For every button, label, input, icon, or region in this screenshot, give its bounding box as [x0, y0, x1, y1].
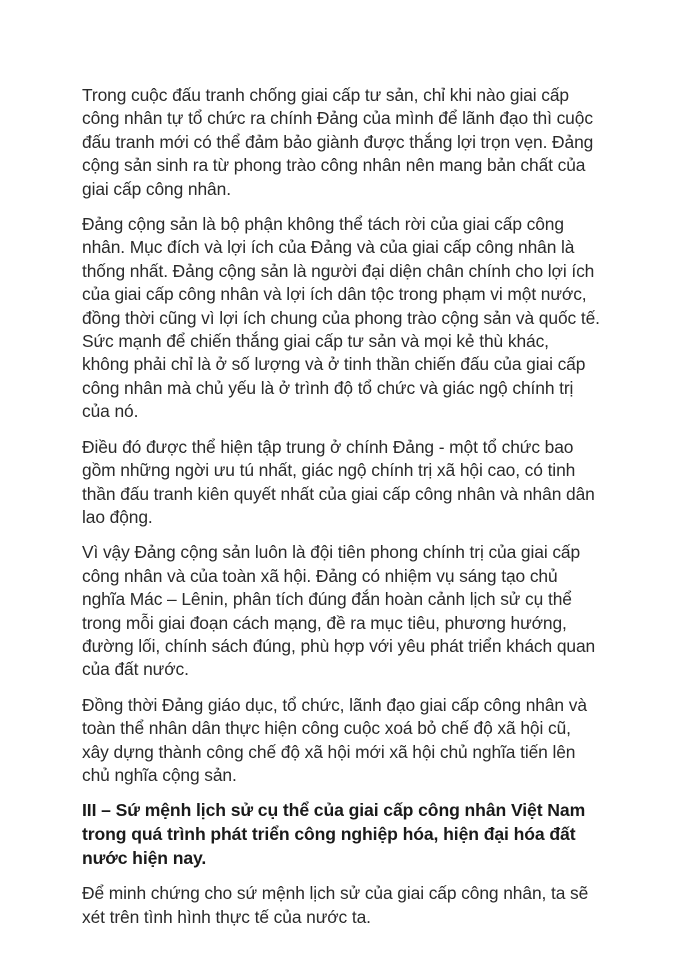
closing-paragraph: Để minh chứng cho sứ mệnh lịch sử của giai cấp công nhân, ta sẽ xét trên tình hình thực tế của nước ta. [82, 883, 589, 927]
paragraph-5: Đồng thời Đảng giáo dục, tổ chức, lãnh đạo giai cấp công nhân và toàn thể nhân dân thực hiện công cuộc xoá bỏ chế độ xã hội cũ, xây dựng thành công chế độ xã hội mới xã hội chủ nghĩa tiến lên chủ nghĩa cộng sản. [82, 694, 587, 785]
paragraph-1: Trong cuộc đấu tranh chống giai cấp tư sản, chỉ khi nào giai cấp công nhân tự tổ chức ra chính Đảng của mình để lãnh đạo thì cuộc đấu tranh mới có thể đảm bảo giành được thắng lợi trọn vẹn. Đảng cộng sản sinh ra từ phong trào công nhân nên mang bản chất của giai cấp công nhân. [82, 85, 594, 199]
paragraph-4: Vì vậy Đảng cộng sản luôn là đội tiên phong chính trị của giai cấp công nhân và của toàn xã hội. Đảng có nhiệm vụ sáng tạo chủ nghĩa Mác – Lênin, phân tích đúng đắn hoàn cảnh lịch sử cụ thể trong mỗi giai đoạn cách mạng, đề ra mục tiêu, phương hướng, đường lối, chính sách đúng, phù hợp với yêu phát triển khách quan của đất nước. [82, 542, 596, 680]
paragraph-3: Điều đó được thể hiện tập trung ở chính Đảng - một tổ chức bao gồm những ngời ưu tú nhất, giác ngộ chính trị xã hội cao, có tinh thần đấu tranh kiên quyết nhất của giai cấp công nhân và nhân dân lao động. [82, 436, 595, 527]
paragraph-2: Đảng cộng sản là bộ phận không thể tách rời của giai cấp công nhân. Mục đích và lợi ích của Đảng và của giai cấp công nhân là thống nhất. Đảng cộng sản là người đại diện chân chính cho lợi ích của giai cấp công nhân và lợi ích dân tộc trong phạm vi một nước, đồng thời cũng vì lợi ích chung của phong trào cộng sản và quốc tế. Sức mạnh để chiến thắng giai cấp tư sản và mọi kẻ thù khác, không phải chỉ là ở số lượng và ở tinh thần chiến đấu của giai cấp công nhân mà chủ yếu là ở trình độ tổ chức và giác ngộ chính trị của nó. [82, 214, 600, 422]
section-heading: III – Sứ mệnh lịch sử cụ thể của giai cấp công nhân Việt Nam trong quá trình phát triển công nghiệp hóa, hiện đại hóa đất nước hiện nay. [82, 800, 586, 868]
